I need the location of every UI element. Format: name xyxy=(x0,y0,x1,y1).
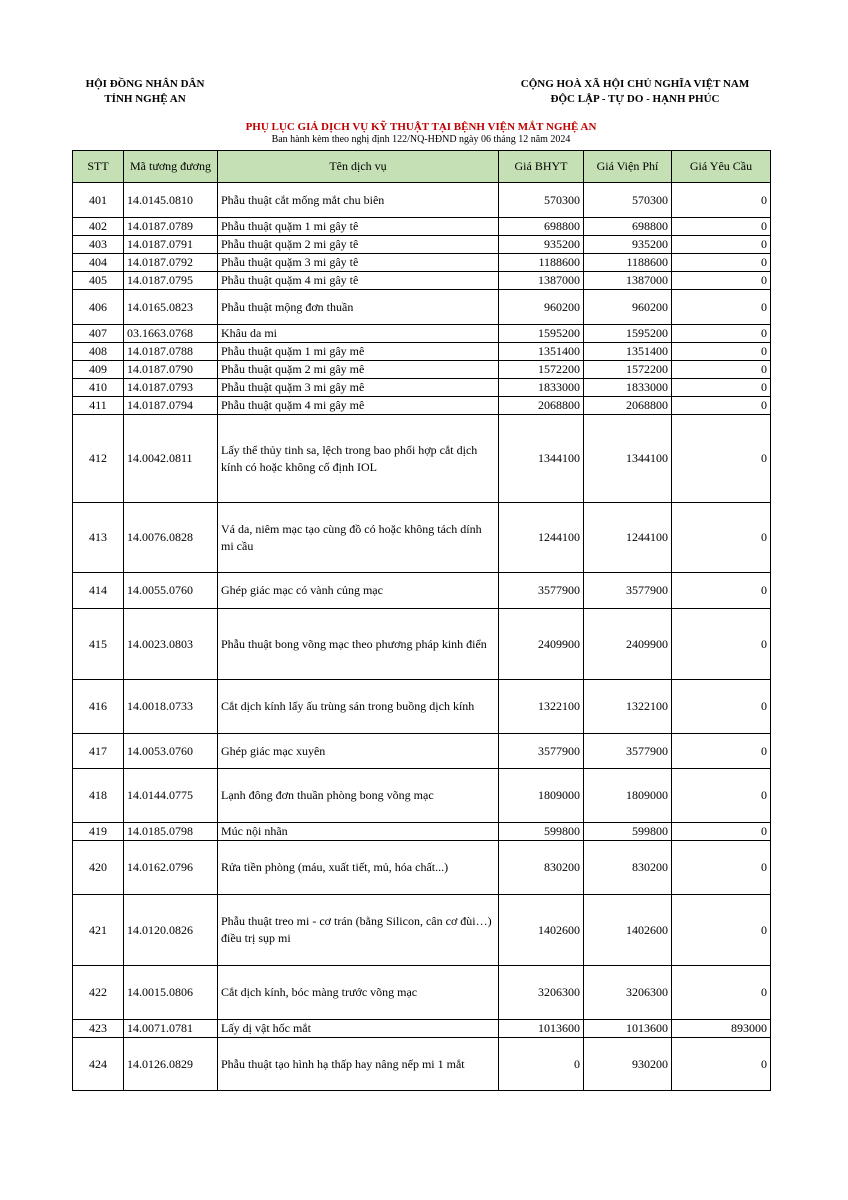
table-row xyxy=(73,236,771,254)
cell-stt: 406 xyxy=(73,290,124,325)
cell-stt: 410 xyxy=(73,379,124,397)
cell-price-bhyt: 3577900 xyxy=(499,734,584,769)
col-header-yeucau: Giá Yêu Cầu xyxy=(672,151,771,183)
cell-stt: 419 xyxy=(73,823,124,841)
cell-code: 14.0018.0733 xyxy=(124,680,218,734)
cell-price-yeucau: 0 xyxy=(672,325,771,343)
cell-service-name: Phẫu thuật quặm 1 mi gây tê xyxy=(218,218,499,236)
cell-price-yeucau: 0 xyxy=(672,823,771,841)
cell-price-yeucau: 0 xyxy=(672,397,771,415)
table-row xyxy=(73,272,771,290)
cell-code: 14.0144.0775 xyxy=(124,769,218,823)
cell-code: 14.0023.0803 xyxy=(124,609,218,680)
table-row xyxy=(73,218,771,236)
document-title: PHỤ LỤC GIÁ DỊCH VỤ KỸ THUẬT TẠI BỆNH VIỆN MẮT NGHỆ AN xyxy=(245,121,597,133)
table-row xyxy=(73,769,771,823)
cell-price-vienphi: 3206300 xyxy=(584,966,672,1020)
cell-price-bhyt: 698800 xyxy=(499,218,584,236)
cell-code: 14.0187.0792 xyxy=(124,254,218,272)
cell-price-yeucau: 0 xyxy=(672,272,771,290)
cell-price-yeucau: 0 xyxy=(672,734,771,769)
motto-line-1: CỘNG HOÀ XÃ HỘI CHỦ NGHĨA VIỆT NAM xyxy=(520,78,750,90)
cell-code: 14.0042.0811 xyxy=(124,415,218,503)
cell-service-name: Vá da, niêm mạc tạo cùng đồ có hoặc không tách dính mi cầu xyxy=(218,503,499,573)
cell-service-name: Phẫu thuật quặm 3 mi gây tê xyxy=(218,254,499,272)
cell-service-name: Lấy thể thủy tinh sa, lệch trong bao phối hợp cắt dịch kính có hoặc không cố định IOL xyxy=(218,415,499,503)
cell-service-name: Phẫu thuật quặm 4 mi gây tê xyxy=(218,272,499,290)
col-header-bhyt: Giá BHYT xyxy=(499,151,584,183)
col-header-code: Mã tương đương xyxy=(124,151,218,183)
cell-price-bhyt: 0 xyxy=(499,1038,584,1091)
table-row xyxy=(73,254,771,272)
table-row xyxy=(73,734,771,769)
cell-code: 14.0053.0760 xyxy=(124,734,218,769)
cell-price-bhyt: 1322100 xyxy=(499,680,584,734)
issuer-line-2: TỈNH NGHỆ AN xyxy=(104,93,186,105)
cell-code: 14.0187.0790 xyxy=(124,361,218,379)
cell-stt: 407 xyxy=(73,325,124,343)
cell-price-bhyt: 1595200 xyxy=(499,325,584,343)
cell-service-name: Lấy dị vật hốc mắt xyxy=(218,1020,499,1038)
cell-code: 14.0187.0789 xyxy=(124,218,218,236)
cell-price-vienphi: 3577900 xyxy=(584,734,672,769)
cell-stt: 403 xyxy=(73,236,124,254)
cell-price-vienphi: 570300 xyxy=(584,183,672,218)
table-row xyxy=(73,1020,771,1038)
cell-code: 14.0185.0798 xyxy=(124,823,218,841)
cell-price-vienphi: 1809000 xyxy=(584,769,672,823)
table-row xyxy=(73,823,771,841)
table-row xyxy=(73,379,771,397)
cell-stt: 417 xyxy=(73,734,124,769)
cell-price-yeucau: 893000 xyxy=(672,1020,771,1038)
cell-code: 14.0162.0796 xyxy=(124,841,218,895)
cell-stt: 401 xyxy=(73,183,124,218)
table-row xyxy=(73,183,771,218)
cell-stt: 414 xyxy=(73,573,124,609)
cell-price-vienphi: 599800 xyxy=(584,823,672,841)
document-subtitle: Ban hành kèm theo nghị định 122/NQ-HĐND ngày 06 tháng 12 năm 2024 xyxy=(271,134,571,145)
cell-price-yeucau: 0 xyxy=(672,343,771,361)
cell-stt: 422 xyxy=(73,966,124,1020)
cell-price-vienphi: 1244100 xyxy=(584,503,672,573)
cell-price-yeucau: 0 xyxy=(672,361,771,379)
cell-stt: 408 xyxy=(73,343,124,361)
cell-stt: 409 xyxy=(73,361,124,379)
cell-service-name: Lạnh đông đơn thuần phòng bong võng mạc xyxy=(218,769,499,823)
cell-code: 14.0126.0829 xyxy=(124,1038,218,1091)
cell-stt: 424 xyxy=(73,1038,124,1091)
cell-service-name: Phẫu thuật mộng đơn thuần xyxy=(218,290,499,325)
cell-stt: 413 xyxy=(73,503,124,573)
cell-price-yeucau: 0 xyxy=(672,290,771,325)
cell-stt: 404 xyxy=(73,254,124,272)
cell-price-vienphi: 1572200 xyxy=(584,361,672,379)
cell-price-bhyt: 830200 xyxy=(499,841,584,895)
cell-code: 14.0120.0826 xyxy=(124,895,218,966)
cell-code: 14.0071.0781 xyxy=(124,1020,218,1038)
cell-stt: 418 xyxy=(73,769,124,823)
cell-price-bhyt: 1013600 xyxy=(499,1020,584,1038)
cell-stt: 405 xyxy=(73,272,124,290)
cell-price-vienphi: 1833000 xyxy=(584,379,672,397)
cell-price-vienphi: 930200 xyxy=(584,1038,672,1091)
cell-price-bhyt: 1244100 xyxy=(499,503,584,573)
cell-code: 14.0187.0791 xyxy=(124,236,218,254)
cell-price-yeucau: 0 xyxy=(672,769,771,823)
cell-price-bhyt: 1351400 xyxy=(499,343,584,361)
cell-price-yeucau: 0 xyxy=(672,379,771,397)
table-row xyxy=(73,290,771,325)
cell-price-vienphi: 1387000 xyxy=(584,272,672,290)
cell-price-vienphi: 935200 xyxy=(584,236,672,254)
cell-price-vienphi: 830200 xyxy=(584,841,672,895)
cell-price-yeucau: 0 xyxy=(672,218,771,236)
table-row xyxy=(73,361,771,379)
cell-price-yeucau: 0 xyxy=(672,183,771,218)
cell-price-yeucau: 0 xyxy=(672,254,771,272)
cell-price-bhyt: 1387000 xyxy=(499,272,584,290)
table-row xyxy=(73,343,771,361)
cell-price-bhyt: 3206300 xyxy=(499,966,584,1020)
cell-price-bhyt: 599800 xyxy=(499,823,584,841)
cell-price-vienphi: 1595200 xyxy=(584,325,672,343)
cell-service-name: Ghép giác mạc có vành củng mạc xyxy=(218,573,499,609)
cell-service-name: Cắt dịch kính, bóc màng trước võng mạc xyxy=(218,966,499,1020)
cell-code: 14.0187.0795 xyxy=(124,272,218,290)
table-header-row xyxy=(73,151,771,183)
cell-service-name: Phẫu thuật quặm 3 mi gây mê xyxy=(218,379,499,397)
cell-price-yeucau: 0 xyxy=(672,573,771,609)
cell-code: 14.0145.0810 xyxy=(124,183,218,218)
table-row xyxy=(73,325,771,343)
cell-price-yeucau: 0 xyxy=(672,966,771,1020)
cell-service-name: Khâu da mi xyxy=(218,325,499,343)
cell-price-vienphi: 1344100 xyxy=(584,415,672,503)
table-row xyxy=(73,503,771,573)
cell-price-yeucau: 0 xyxy=(672,1038,771,1091)
cell-service-name: Múc nội nhãn xyxy=(218,823,499,841)
cell-stt: 420 xyxy=(73,841,124,895)
cell-price-bhyt: 570300 xyxy=(499,183,584,218)
col-header-stt: STT xyxy=(73,151,124,183)
cell-service-name: Phẫu thuật quặm 2 mi gây mê xyxy=(218,361,499,379)
table-row xyxy=(73,397,771,415)
cell-service-name: Phẫu thuật quặm 1 mi gây mê xyxy=(218,343,499,361)
cell-price-vienphi: 1322100 xyxy=(584,680,672,734)
cell-code: 03.1663.0768 xyxy=(124,325,218,343)
cell-price-vienphi: 698800 xyxy=(584,218,672,236)
motto-line-2: ĐỘC LẬP - TỰ DO - HẠNH PHÚC xyxy=(550,93,720,105)
cell-service-name: Phẫu thuật bong võng mạc theo phương pháp kinh điển xyxy=(218,609,499,680)
national-motto-block xyxy=(490,77,780,107)
cell-price-yeucau: 0 xyxy=(672,236,771,254)
cell-price-bhyt: 1402600 xyxy=(499,895,584,966)
cell-price-yeucau: 0 xyxy=(672,609,771,680)
table-row xyxy=(73,573,771,609)
cell-price-yeucau: 0 xyxy=(672,841,771,895)
cell-price-yeucau: 0 xyxy=(672,680,771,734)
cell-stt: 412 xyxy=(73,415,124,503)
cell-price-vienphi: 1013600 xyxy=(584,1020,672,1038)
cell-price-vienphi: 3577900 xyxy=(584,573,672,609)
cell-price-yeucau: 0 xyxy=(672,503,771,573)
table-row xyxy=(73,895,771,966)
cell-price-bhyt: 3577900 xyxy=(499,573,584,609)
table-row xyxy=(73,415,771,503)
cell-price-vienphi: 1188600 xyxy=(584,254,672,272)
cell-price-bhyt: 935200 xyxy=(499,236,584,254)
cell-price-vienphi: 1351400 xyxy=(584,343,672,361)
table-row xyxy=(73,680,771,734)
cell-price-bhyt: 1344100 xyxy=(499,415,584,503)
cell-price-bhyt: 1572200 xyxy=(499,361,584,379)
cell-code: 14.0187.0794 xyxy=(124,397,218,415)
cell-service-name: Phẫu thuật tạo hình hạ thấp hay nâng nếp mi 1 mắt xyxy=(218,1038,499,1091)
cell-price-yeucau: 0 xyxy=(672,895,771,966)
cell-service-name: Ghép giác mạc xuyên xyxy=(218,734,499,769)
cell-price-yeucau: 0 xyxy=(672,415,771,503)
table-row xyxy=(73,1038,771,1091)
cell-service-name: Rửa tiền phòng (máu, xuất tiết, mủ, hóa chất...) xyxy=(218,841,499,895)
cell-price-bhyt: 1188600 xyxy=(499,254,584,272)
table-row xyxy=(73,966,771,1020)
cell-code: 14.0187.0788 xyxy=(124,343,218,361)
cell-price-vienphi: 1402600 xyxy=(584,895,672,966)
table-body xyxy=(73,183,771,1091)
issuer-line-1: HỘI ĐỒNG NHÂN DÂN xyxy=(85,78,205,90)
price-table xyxy=(72,150,771,1091)
cell-stt: 402 xyxy=(73,218,124,236)
cell-code: 14.0055.0760 xyxy=(124,573,218,609)
table-row xyxy=(73,841,771,895)
cell-price-bhyt: 960200 xyxy=(499,290,584,325)
cell-stt: 415 xyxy=(73,609,124,680)
cell-code: 14.0076.0828 xyxy=(124,503,218,573)
cell-price-bhyt: 2068800 xyxy=(499,397,584,415)
cell-stt: 416 xyxy=(73,680,124,734)
cell-price-vienphi: 2409900 xyxy=(584,609,672,680)
cell-service-name: Phẫu thuật cắt mống mắt chu biên xyxy=(218,183,499,218)
cell-service-name: Phẫu thuật treo mi - cơ trán (bằng Silicon, cân cơ đùi…) điều trị sụp mi xyxy=(218,895,499,966)
cell-code: 14.0187.0793 xyxy=(124,379,218,397)
table-row xyxy=(73,609,771,680)
cell-price-vienphi: 2068800 xyxy=(584,397,672,415)
cell-service-name: Cắt dịch kính lấy ấu trùng sán trong buồng dịch kính xyxy=(218,680,499,734)
cell-service-name: Phẫu thuật quặm 2 mi gây tê xyxy=(218,236,499,254)
issuer-block xyxy=(70,77,220,107)
col-header-vienphi: Giá Viện Phí xyxy=(584,151,672,183)
col-header-name: Tên dịch vụ xyxy=(218,151,499,183)
cell-price-bhyt: 1833000 xyxy=(499,379,584,397)
cell-stt: 411 xyxy=(73,397,124,415)
cell-code: 14.0015.0806 xyxy=(124,966,218,1020)
cell-code: 14.0165.0823 xyxy=(124,290,218,325)
cell-stt: 423 xyxy=(73,1020,124,1038)
cell-price-bhyt: 2409900 xyxy=(499,609,584,680)
cell-stt: 421 xyxy=(73,895,124,966)
cell-price-bhyt: 1809000 xyxy=(499,769,584,823)
cell-service-name: Phẫu thuật quặm 4 mi gây mê xyxy=(218,397,499,415)
cell-price-vienphi: 960200 xyxy=(584,290,672,325)
